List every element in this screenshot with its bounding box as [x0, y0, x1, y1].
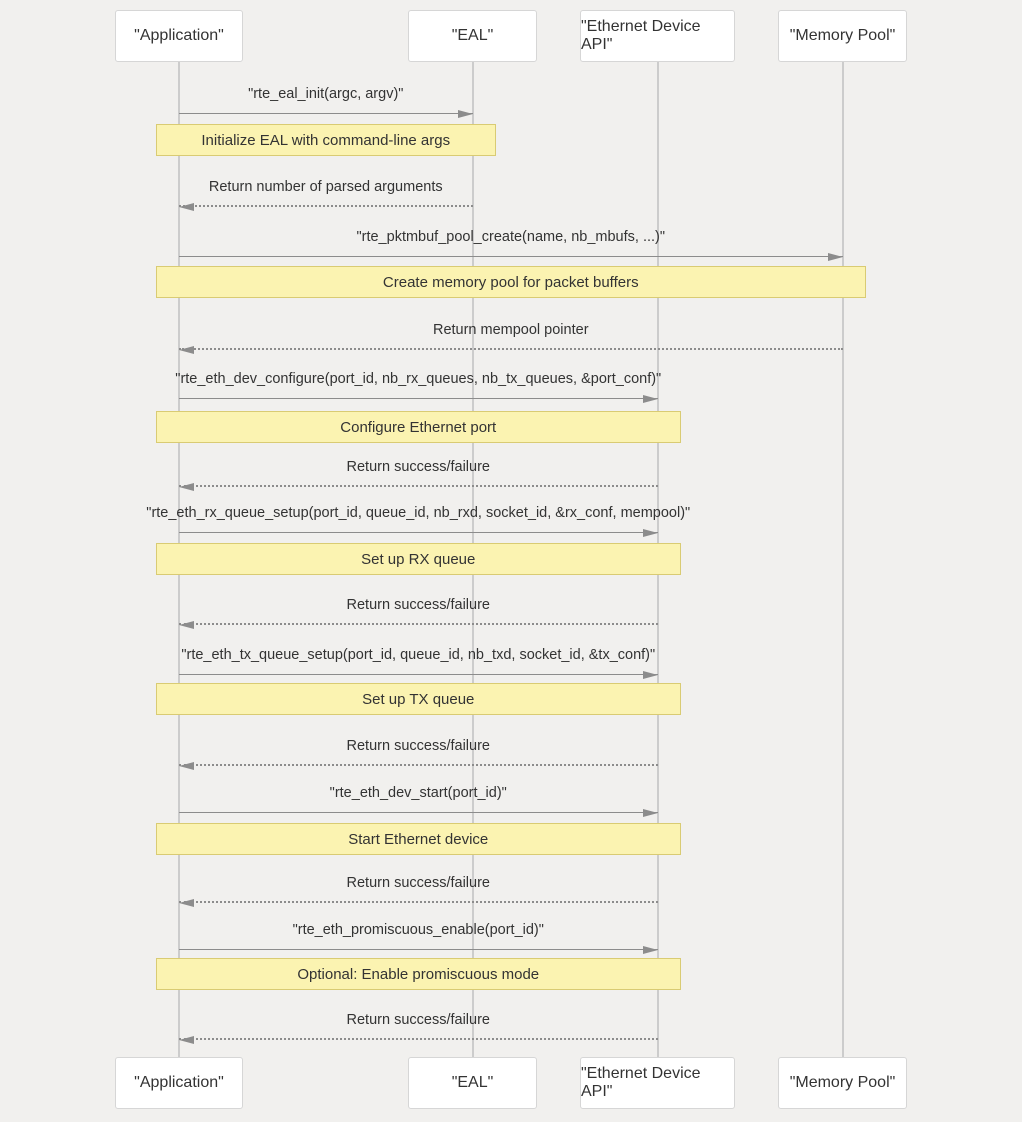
message-text: "rte_eth_tx_queue_setup(port_id, queue_id, nb_txd, socket_id, &tx_conf)"	[181, 647, 656, 663]
participant-ethernet-device-api-top	[580, 10, 735, 62]
arrowhead-icon	[179, 621, 194, 629]
message-2	[179, 167, 473, 207]
note-4	[156, 543, 681, 575]
participant-application-top	[115, 10, 243, 62]
message-line	[179, 398, 658, 399]
message-line	[179, 674, 658, 675]
note-1	[156, 124, 496, 156]
message-line	[179, 812, 658, 813]
arrowhead-icon	[643, 395, 658, 403]
message-13	[179, 910, 658, 950]
arrowhead-icon	[179, 1036, 194, 1044]
message-text: Return number of parsed arguments	[208, 179, 443, 195]
note-text: Optional: Enable promiscuous mode	[297, 965, 540, 983]
message-text: "rte_eal_init(argc, argv)"	[248, 86, 404, 102]
message-text: Return mempool pointer	[432, 322, 589, 338]
arrowhead-icon	[643, 529, 658, 537]
participant-label: "EAL"	[451, 27, 494, 44]
message-text: Return success/failure	[346, 875, 490, 891]
arrowhead-icon	[643, 809, 658, 817]
note-text: Start Ethernet device	[348, 830, 489, 848]
message-text: "rte_eth_dev_configure(port_id, nb_rx_queues, nb_tx_queues, &port_conf)"	[175, 371, 662, 387]
message-9	[179, 635, 658, 675]
message-line	[179, 205, 473, 207]
arrowhead-icon	[179, 346, 194, 354]
participant-label: "Ethernet Device API"	[581, 18, 701, 53]
note-7	[156, 958, 681, 990]
message-line	[179, 949, 658, 950]
arrowhead-icon	[643, 671, 658, 679]
message-text: Return success/failure	[346, 738, 490, 754]
note-text: Set up TX queue	[362, 690, 475, 708]
arrowhead-icon	[179, 899, 194, 907]
message-text: Return success/failure	[346, 1012, 490, 1028]
participant-eal-bottom	[408, 1057, 537, 1109]
arrowhead-icon	[179, 483, 194, 491]
note-text: Configure Ethernet port	[340, 418, 497, 436]
message-4	[179, 310, 843, 350]
participant-application-bottom	[115, 1057, 243, 1109]
note-text: Create memory pool for packet buffers	[382, 273, 639, 291]
arrowhead-icon	[179, 203, 194, 211]
participant-label: "Application"	[134, 1074, 224, 1091]
message-line	[179, 1038, 658, 1040]
message-text: "rte_pktmbuf_pool_create(name, nb_mbufs, ...)"	[356, 229, 666, 245]
message-14	[179, 1000, 658, 1040]
message-1	[179, 74, 473, 114]
message-text: "rte_eth_dev_start(port_id)"	[329, 785, 507, 801]
message-8	[179, 585, 658, 625]
participant-memory-pool-bottom	[778, 1057, 907, 1109]
participant-eal-top	[408, 10, 537, 62]
note-3	[156, 411, 681, 443]
participant-label: "Memory Pool"	[789, 1074, 896, 1091]
message-3	[179, 217, 843, 257]
message-text: "rte_eth_rx_queue_setup(port_id, queue_id, nb_rxd, socket_id, &rx_conf, mempool)"	[146, 505, 691, 521]
message-line	[179, 113, 473, 114]
message-line	[179, 764, 658, 766]
participant-label: "EAL"	[451, 1074, 494, 1091]
arrowhead-icon	[179, 762, 194, 770]
message-text: Return success/failure	[346, 459, 490, 475]
message-line	[179, 623, 658, 625]
message-text: "rte_eth_promiscuous_enable(port_id)"	[292, 922, 544, 938]
note-text: Set up RX queue	[361, 550, 476, 568]
participant-label: "Memory Pool"	[789, 27, 896, 44]
note-5	[156, 683, 681, 715]
message-line	[179, 485, 658, 487]
note-6	[156, 823, 681, 855]
participant-label: "Application"	[134, 27, 224, 44]
message-10	[179, 726, 658, 766]
message-line	[179, 256, 843, 257]
message-line	[179, 532, 658, 533]
note-2	[156, 266, 866, 298]
participant-ethernet-device-api-bottom	[580, 1057, 735, 1109]
arrowhead-icon	[643, 946, 658, 954]
message-12	[179, 863, 658, 903]
participant-label: "Ethernet Device API"	[581, 1065, 701, 1100]
participant-memory-pool-top	[778, 10, 907, 62]
message-11	[179, 773, 658, 813]
arrowhead-icon	[458, 110, 473, 118]
message-text: Return success/failure	[346, 597, 490, 613]
lifeline-memory-pool	[842, 62, 844, 1057]
message-line	[179, 901, 658, 903]
note-text: Initialize EAL with command-line args	[201, 131, 451, 149]
message-6	[179, 447, 658, 487]
arrowhead-icon	[828, 253, 843, 261]
message-7	[146, 493, 691, 533]
message-line	[179, 348, 843, 350]
message-5	[175, 359, 662, 399]
